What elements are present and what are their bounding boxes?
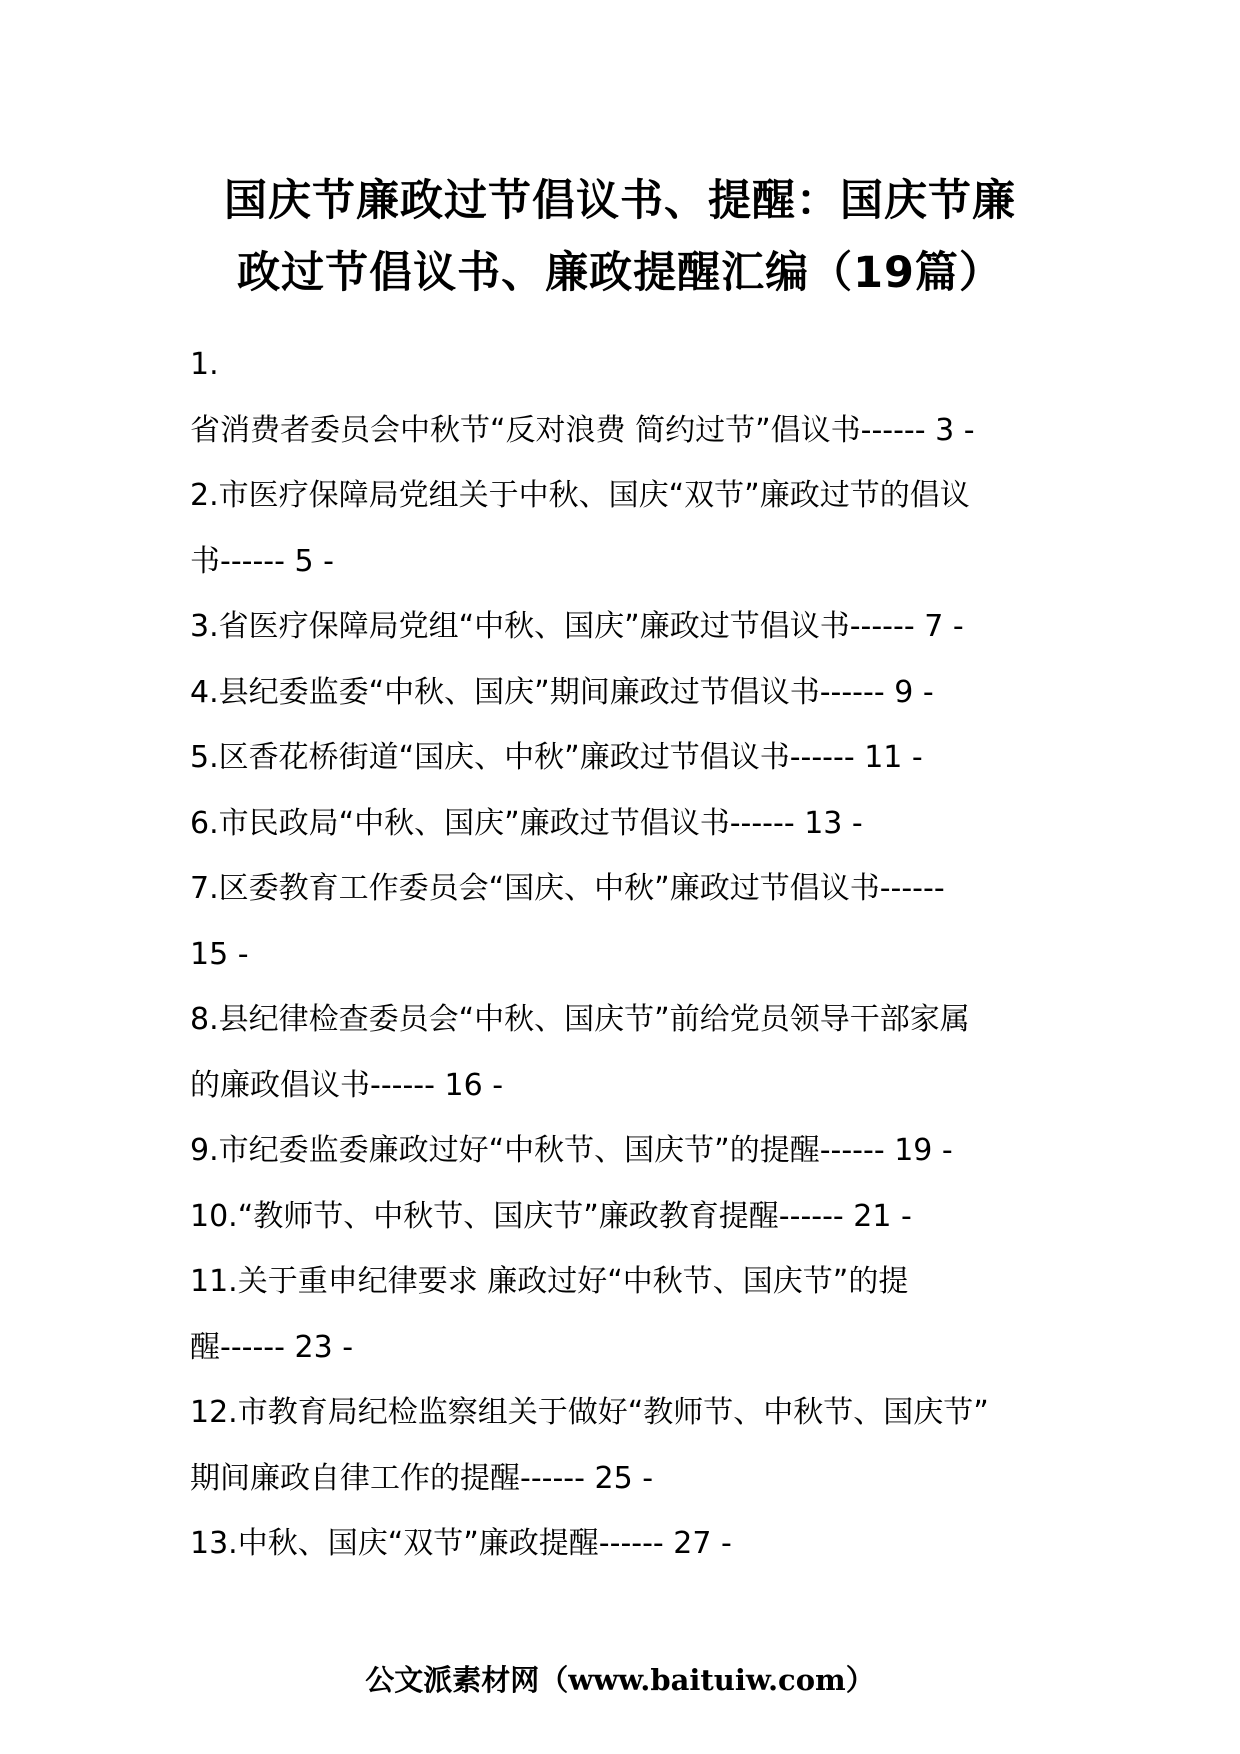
toc-item-line: 期间廉政自律工作的提醒------ 25 - — [190, 1460, 654, 1496]
title-line-2: 政过节倡议书、廉政提醒汇编（19篇） — [237, 248, 1003, 298]
toc-item-line: 15 - — [190, 936, 249, 972]
toc-item[interactable] — [190, 1380, 1070, 1511]
toc-item[interactable] — [190, 725, 1070, 791]
toc-item-line: 3.省医疗保障局党组“中秋、国庆”廉政过节倡议书------ 7 - — [190, 609, 964, 644]
toc-item[interactable] — [190, 1249, 1070, 1380]
toc-item[interactable] — [190, 1118, 1070, 1184]
toc-item[interactable] — [190, 1184, 1070, 1250]
toc-item-line: 省消费者委员会中秋节“反对浪费 简约过节”倡议书------ 3 - — [190, 412, 975, 448]
toc-item[interactable] — [190, 987, 1070, 1118]
toc-item[interactable] — [190, 791, 1070, 857]
toc-item-line: 7.区委教育工作委员会“国庆、中秋”廉政过节倡议书------ — [190, 871, 945, 906]
document-title — [190, 165, 1050, 309]
toc-item[interactable] — [190, 856, 1070, 987]
title-line-1: 国庆节廉政过节倡议书、提醒：国庆节廉 — [224, 176, 1016, 226]
toc-item[interactable] — [190, 1511, 1070, 1577]
toc-item-line: 2.市医疗保障局党组关于中秋、国庆“双节”廉政过节的倡议 — [190, 478, 970, 513]
toc-item-line: 4.县纪委监委“中秋、国庆”期间廉政过节倡议书------ 9 - — [190, 674, 934, 710]
toc-item-line: 书------ 5 - — [190, 543, 334, 579]
toc-item[interactable] — [190, 463, 1070, 594]
toc-item-line: 6.市民政局“中秋、国庆”廉政过节倡议书------ 13 - — [190, 805, 863, 841]
toc-item-line: 10.“教师节、中秋节、国庆节”廉政教育提醒------ 21 - — [190, 1198, 912, 1234]
toc-item-line: 5.区香花桥街道“国庆、中秋”廉政过节倡议书------ 11 - — [190, 740, 923, 775]
toc-item-line: 11.关于重申纪律要求 廉政过好“中秋节、国庆节”的提 — [190, 1264, 909, 1299]
toc-item-line: 13.中秋、国庆“双节”廉政提醒------ 27 - — [190, 1526, 732, 1561]
toc-item-line: 8.县纪律检查委员会“中秋、国庆节”前给党员领导干部家属 — [190, 1002, 970, 1037]
toc-item-line: 9.市纪委监委廉政过好“中秋节、国庆节”的提醒------ 19 - — [190, 1133, 953, 1168]
toc-item-line: 的廉政倡议书------ 16 - — [190, 1067, 504, 1103]
toc-item[interactable] — [190, 660, 1070, 726]
toc-item-line: 12.市教育局纪检监察组关于做好“教师节、中秋节、国庆节” — [190, 1395, 989, 1430]
toc-item-line: 醒------ 23 - — [190, 1329, 354, 1365]
toc-item[interactable] — [190, 594, 1070, 660]
page-footer: 公文派素材网（www.baituiw.com） — [365, 1663, 875, 1697]
toc-item-line: 1. — [190, 347, 219, 382]
table-of-contents — [190, 332, 1070, 1577]
toc-item[interactable] — [190, 332, 1070, 463]
